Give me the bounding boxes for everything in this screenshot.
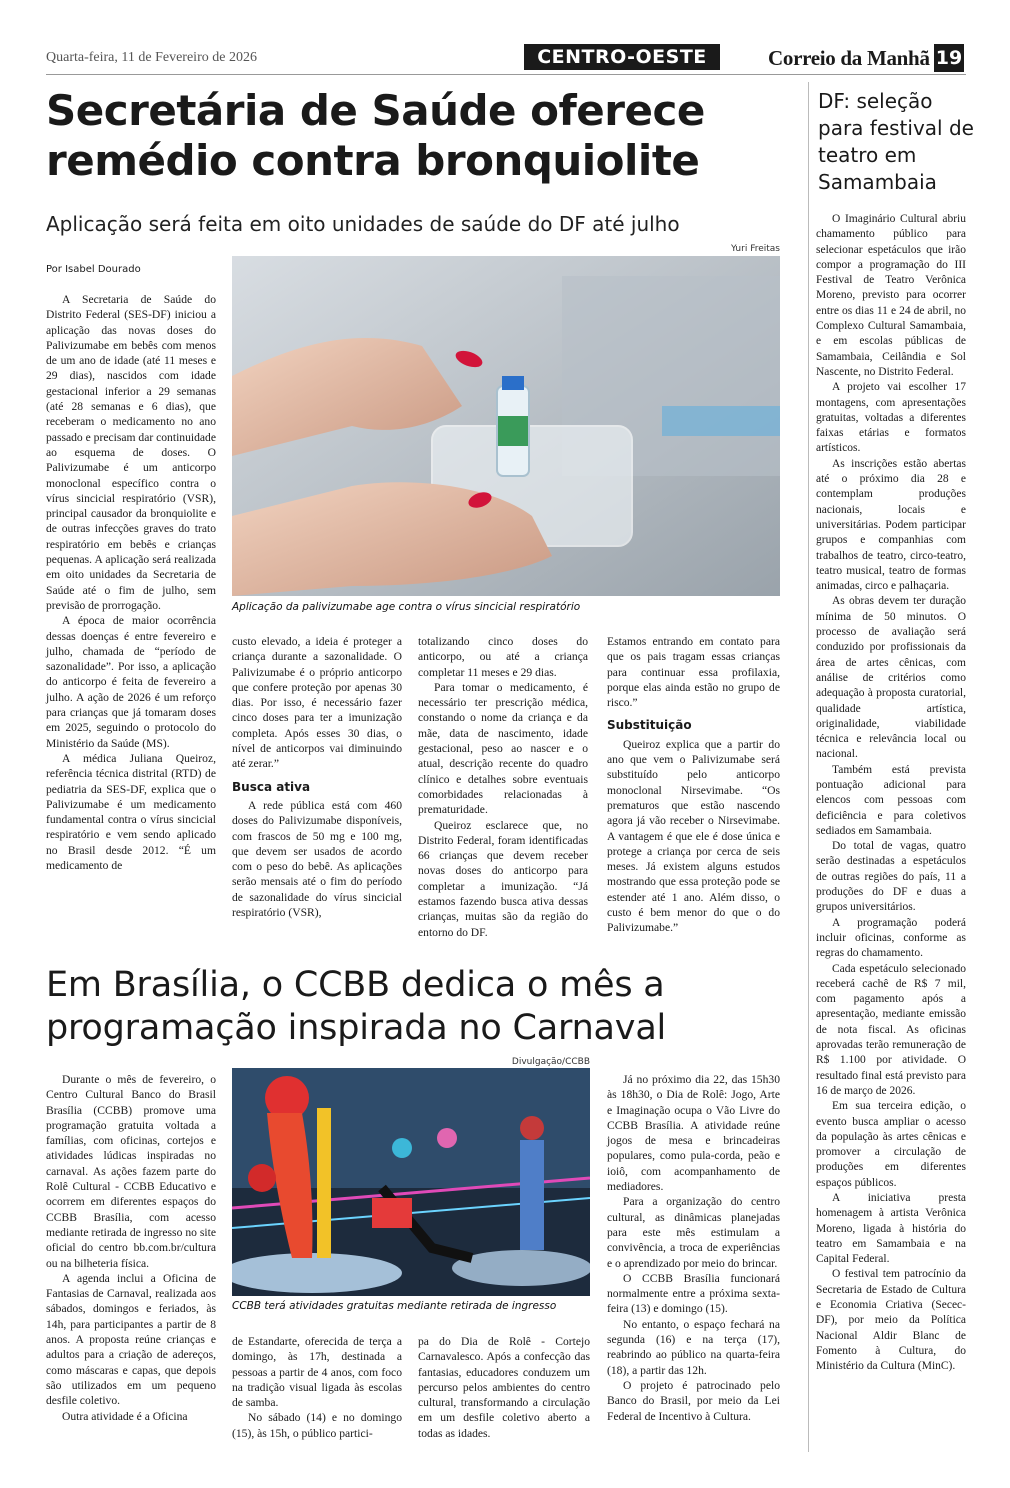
article2-column-2 [232, 1334, 402, 1441]
carnival-sculptures-photo [232, 1068, 590, 1296]
article2-photo-credit: Divulgação/CCBB [511, 1057, 590, 1067]
article1-photo [232, 256, 780, 596]
subhead-busca-ativa: Busca ativa [232, 779, 311, 794]
paragraph: A programação poderá incluir oficinas, conforme as regras do chamamento. [816, 916, 966, 960]
vaccine-vial-photo [232, 256, 780, 596]
article1-photo-credit: Yuri Freitas [730, 244, 780, 254]
masthead: Correio da Manhã [768, 46, 930, 70]
article1-photo-caption: Aplicação da palivizumabe age contra o vírus sincicial respiratório [232, 601, 581, 613]
article2-column-1 [46, 1072, 216, 1424]
paragraph: pa do Dia de Rolê - Cortejo Carnavalesco. Após a confecção das fantasias, educadores conduzem um percurso pelos ambientes do centro cultural, transformando a circulação em um desfile coletivo aberto a todas as idades. [418, 1335, 590, 1440]
paragraph: totalizando cinco doses do anticorpo, ou até a criança completar 11 meses e 29 dias. [418, 635, 588, 679]
article2-photo-caption: CCBB terá atividades gratuitas mediante retirada de ingresso [232, 1300, 557, 1312]
paragraph: O projeto é patrocinado pelo Banco do Brasil, por meio da Lei Federal de Incentivo à Cultura. [607, 1378, 780, 1423]
section-tag: CENTRO-OESTE [524, 44, 720, 70]
paragraph: A rede pública está com 460 doses do Palivizumabe disponíveis, com frascos de 50 mg e 100 mg, que devem ser usados de acordo com o peso do bebê. As aplicações serão mensais até o fim do período de sazonalidade do vírus sincicial respiratório (VSR), [232, 798, 402, 920]
sidebar-divider [808, 82, 809, 1452]
paragraph: A agenda inclui a Oficina de Fantasias de Carnaval, realizada aos sábados, domingos e feriados, às 14h, para participantes a partir de 8 anos. A proposta reúne crianças e adultos para a criação de adereços, como máscaras e capas, que depois são utilizados em um pequeno desfile coletivo. [46, 1271, 216, 1408]
paragraph: de Estandarte, oferecida de terça a domingo, às 17h, destinada a pessoas a partir de 4 anos, com foco na tradição visual ligada às escolas de samba. [232, 1335, 402, 1410]
paragraph: Em sua terceira edição, o evento busca ampliar o acesso da população às artes cênicas e promover a circulação de produções em diferentes espaços públicos. [816, 1100, 966, 1189]
subhead-substituicao: Substituição [607, 718, 692, 733]
paragraph: Queiroz esclarece que, no Distrito Federal, foram identificadas 66 crianças que devem receber novas doses do anticorpo para completar a imunização. “Já estamos fazendo busca ativa dessas crianças, muitas são da região do entorno do DF. [418, 818, 588, 939]
sidebar-headline: DF: seleção para festival de teatro em Samambaia [818, 89, 974, 194]
article1-byline: Por Isabel Dourado [46, 264, 141, 275]
header-rule [46, 74, 966, 75]
sidebar-body [816, 212, 966, 1375]
paragraph: A iniciativa presta homenagem à artista Verônica Moreno, ligada à história do teatro em Samambaia e na Capital Federal. [816, 1192, 966, 1266]
paragraph: O festival tem patrocínio da Secretaria de Estado de Cultura e Economia Criativa (Secec-DF), por meio da Política Nacional Aldir Blanc de Fomento à Cultura, do Ministério da Cultura (MinC). [816, 1268, 966, 1373]
paragraph: A Secretaria de Saúde do Distrito Federal (SES-DF) iniciou a aplicação das novas doses do Palivizumabe em bebês com menos de um ano de idade (até 11 meses e 29 dias), nascidos com idade gestacional inferior a 29 semanas (até 28 semanas e 6 dias), que receberam o medicamento no ano passado e precisam dar continuidade ao esquema de doses. O Palivizumabe é um anticorpo monoclonal específico contra o vírus sincicial respiratório (VSR), principal causador da bronquiolite e de outras infecções graves do trato respiratório em bebês e crianças pequenas. A aplicação será realizada em oito unidades da Secretaria de Saúde até o fim de julho, sem previsão de prorrogação. [46, 293, 216, 612]
article2-headline: Em Brasília, o CCBB dedica o mês a programação inspirada no Carnaval [46, 965, 667, 1048]
paragraph: O Imaginário Cultural abriu chamamento público para selecionar espetáculos que irão compor a programação do III Festival de Teatro Verônica Moreno, previsto para ocorrer entre os dias 11 e 24 de abril, no Complexo Cultural Samambaia, e em escolas públicas de Samambaia, Ceilândia e Sol Nascente, no Distrito Federal. [816, 213, 966, 378]
paragraph: As inscrições estão abertas até o próximo dia 28 e contemplam produções nacionais, locais e universitárias. Podem participar grupos e companhias com trabalhos de teatro, circo-teatro, teatro musical, teatro de formas animadas, circo e palhaçaria. [816, 457, 966, 593]
paragraph: O CCBB Brasília funcionará normalmente entre a próxima sexta-feira (13) e domingo (15). [607, 1271, 780, 1316]
paragraph: No sábado (14) e no domingo (15), às 15h, o público partici- [232, 1411, 402, 1440]
article1-headline: Secretária de Saúde oferece remédio contra bronquiolite [46, 86, 705, 185]
paragraph: A médica Juliana Queiroz, referência técnica distrital (RTD) de pediatria da SES-DF, explica que o Palivizumabe é um medicamento fundamental contra o vírus sincicial respiratório e vem sendo aplicado no Brasil desde 2012. “É um medicamento de [46, 751, 216, 872]
paragraph: A projeto vai escolher 17 montagens, com apresentações gratuitas, voltadas a diferentes faixas etárias e formatos artísticos. [816, 381, 966, 455]
paragraph: Queiroz explica que a partir do ano que vem o Palivizumabe será substituído pelo anticorpo monoclonal Nirsevimabe. “Os prematuros que estão nascendo agora já vão receber o Nirsevimabe. A vantagem é que ele é dose única e protege a criança por cerca de seis meses. Já existem alguns estudos mostrando que essa proteção pode se estender até 1 ano. Além disso, o custo é bem menor do que o do Palivizumabe.” [607, 737, 780, 935]
paragraph: Durante o mês de fevereiro, o Centro Cultural Banco do Brasil Brasília (CCBB) promove uma programação gratuita voltada a famílias, com oficinas, cortejos e atividades lúdicas inspiradas no carnaval. As ações fazem parte do Rolê Cultural - CCBB Educativo e ocorrem em diferentes espaços do CCBB Brasília, com acesso mediante retirada de ingresso no site oficial do centro bb.com.br/cultura ou na bilheteria física. [46, 1073, 216, 1270]
paragraph: A época de maior ocorrência dessas doenças é entre fevereiro e julho, chamada de “período de sazonalidade”. Por isso, a aplicação do anticorpo é feita de fevereiro a julho. A ação de 2026 é um reforço para crianças que já tomaram doses em 2025, seguindo o protocolo do Ministério da Saúde (MS). [46, 614, 216, 750]
paragraph: Também está prevista pontuação adicional para elencos com pessoas com deficiência e para coletivos sediados em Samambaia. [816, 763, 966, 837]
paragraph: Cada espetáculo selecionado receberá cachê de R$ 7 mil, com pagamento após a apresentação, mediante emissão de nota fiscal. As oficinas aprovadas terão remuneração de R$ 1.100 por atividade. O resultado final está previsto para 16 de março de 2026. [816, 962, 966, 1097]
article2-column-3 [418, 1334, 590, 1441]
article1-column-1 [46, 292, 216, 873]
paragraph: Já no próximo dia 22, das 15h30 às 18h30, o Dia de Rolê: Jogo, Arte e Imaginação ocupa o Vão Livre do CCBB Brasília. A atividade reúne jogos de mesa e brincadeiras populares, como pula-corda, peão e ioiô, com acompanhamento de mediadores. [607, 1073, 780, 1194]
article1-column-2 [232, 634, 402, 920]
paragraph: No entanto, o espaço fechará na segunda (16) e na terça (17), reabrindo ao público na quarta-feira (18), a partir das 12h. [607, 1317, 780, 1377]
article1-column-4 [607, 634, 780, 936]
paragraph: Estamos entrando em contato para que os pais tragam essas crianças para continuar essa profilaxia, porque elas ainda estão no grupo de risco.” [607, 635, 780, 710]
paragraph: As obras devem ter duração mínima de 50 minutos. O processo de avaliação será conduzido por profissionais da área de artes cênicas, com análise de critérios como adequação à proposta curatorial, qualidade artística, originalidade, viabilidade técnica e relevância local ou nacional. [816, 595, 966, 761]
paragraph: Para a organização do centro cultural, as dinâmicas planejadas para este mês estimulam a convivência, a troca de experiências e o aprendizado por meio do brincar. [607, 1195, 780, 1270]
page-number: 19 [934, 44, 964, 72]
article2-column-4 [607, 1072, 780, 1424]
article1-column-3 [418, 634, 588, 940]
article2-photo [232, 1068, 590, 1296]
paragraph: Para tomar o medicamento, é necessário ter prescrição médica, constando o nome da criança e da mãe, data de nascimento, idade gestacional, peso ao nascer e o atual, descrição recente do quadro clínico e detalhes sobre eventuais comorbidades relacionadas à prematuridade. [418, 680, 588, 817]
paragraph: Do total de vagas, quatro serão destinadas a espetáculos de outras regiões do país, 11 a produções do DF e duas a grupos universitários. [816, 840, 966, 914]
issue-date: Quarta-feira, 11 de Fevereiro de 2026 [46, 50, 257, 65]
article1-subheadline: Aplicação será feita em oito unidades de saúde do DF até julho [46, 212, 680, 236]
paragraph: Outra atividade é a Oficina [62, 1409, 188, 1423]
paragraph: custo elevado, a ideia é proteger a criança durante a sazonalidade. O Palivizumabe é o próprio anticorpo que confere proteção por apenas 30 dias. Por isso, é necessário fazer cinco doses para ter a imunização completa. Após esses 30 dias, o nível de anticorpos vai diminuindo até zerar.” [232, 635, 402, 771]
